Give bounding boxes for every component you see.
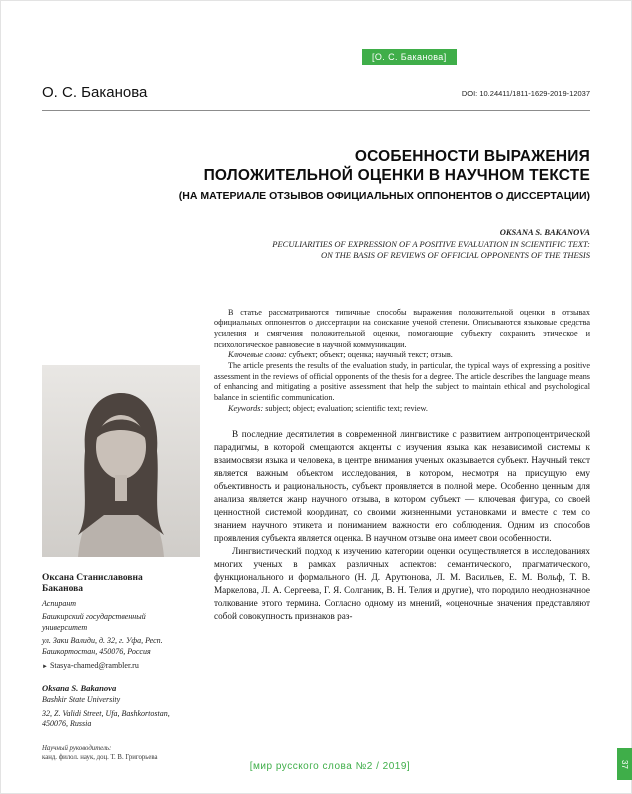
content-columns [42, 308, 590, 762]
article-title-ru [42, 147, 590, 185]
article-subtitle-ru: (НА МАТЕРИАЛЕ ОТЗЫВОВ ОФИЦИАЛЬНЫХ ОППОНЕНТОВ О ДИССЕРТАЦИИ) [178, 190, 590, 202]
title-ru-line1: ОСОБЕННОСТИ ВЫРАЖЕНИЯ [354, 148, 590, 165]
author-name-ru: Оксана Станиславовна Баканова [42, 572, 143, 594]
scientific-advisor [42, 744, 182, 762]
author-name-en: Oksana S. Bakanova [42, 682, 117, 693]
advisor-label: Научный руководитель: [42, 744, 112, 752]
page-number-tab [617, 748, 632, 780]
keywords-en-label: Keywords: [228, 403, 264, 413]
abstract-ru: В статье рассматриваются типичные способы выражения положительной оценки в отзывах официальных оппонентов о диссертации на соискание ученой степени. Описываются языковые средства усиления и смягчения положительной оценки, помогающие субъекту сохранить этическое и психологическое равновесие в научной коммуникации. [214, 307, 590, 349]
page-number: 37 [620, 759, 629, 769]
article-body [214, 428, 590, 623]
author-info [42, 573, 200, 762]
header-author-name: О. С. Баканова [42, 84, 148, 101]
email-arrow-icon: ► [42, 664, 48, 670]
title-en-line1: PECULIARITIES OF EXPRESSION OF A POSITIVE EVALUATION IN SCIENTIFIC TEXT: [272, 238, 590, 249]
author-position: Аспирант [42, 598, 77, 608]
abstract-en: The article presents the results of the evaluation study, in particular, the typical ways of expressing a positive assessment in the reviews of official opponents of the thesis for a degree. The article describes the language means of enhancing and mitigating a positive assessment that help the subject to maintain ethical and psychological balance in scientific communication. [214, 361, 590, 403]
author-email: Stasya-chamed@rambler.ru [49, 661, 139, 670]
keywords-ru: субъект; объект; оценка; научный текст; отзыв. [288, 350, 453, 360]
title-en-author: OKSANA S. BAKANOVA [499, 227, 590, 237]
article-title-block [42, 147, 590, 262]
keywords-ru-label: Ключевые слова: [228, 350, 287, 360]
title-en-line2: ON THE BASIS OF REVIEWS OF OFFICIAL OPPONENTS OF THE THESIS [321, 250, 590, 260]
author-address-ru: ул. Заки Валиди, д. 32, г. Уфа, Респ. Башкортостан, 450076, Россия [42, 636, 163, 656]
article-main-column [214, 308, 590, 762]
keywords-ru-line [214, 350, 590, 361]
author-affiliation-en: Bashkir State University [42, 695, 121, 704]
author-email-row [42, 661, 200, 673]
author-photo [42, 365, 200, 557]
journal-footer [0, 761, 632, 772]
keywords-en-line [214, 404, 590, 415]
running-head-text: [О. С. Баканова] [372, 52, 447, 62]
journal-footer-text: [мир русского слова №2 / 2019] [249, 761, 411, 772]
author-sidebar [42, 308, 200, 762]
body-paragraph-1: В последние десятилетия в современной лингвистике с развитием антропоцентрической парадигмы, в которой смещаются акценты с изучения языка как независимой системы к взаимосвязи языка и человека, в центре внимания ученых оказывается субъект. Научный текст является важным объектом исследования, в котором, несмотря на присущую ему объективность и рациональность, субъект проявляется в полной мере. Особенно ценным для анализа является жанр научного отзыва, в котором субъект — ключевая фигура, со своей ценностной системой координат, со своими жизненными установками и вместе с тем со знанием научного этикета и пониманием важности его соблюдения. Одним из способов проявления субъекта является оценка. В научном отзыве она имеет свои особенности. [214, 428, 590, 543]
title-ru-line2: ПОЛОЖИТЕЛЬНОЙ ОЦЕНКИ В НАУЧНОМ ТЕКСТЕ [203, 167, 590, 184]
advisor-name: канд. филол. наук, доц. Т. В. Григорьева [42, 753, 158, 761]
author-address-en: 32, Z. Validi Street, Ufa, Bashkortostan, 450076, Russia [42, 708, 170, 728]
running-head-tag [362, 49, 457, 65]
header-divider [42, 110, 590, 111]
doi-text: DOI: 10.24411/1811-1629-2019-12037 [461, 89, 590, 98]
body-paragraph-2: Лингвистический подход к изучению категории оценки осуществляется в исследованиях многих ученых в рамках различных аспектов: семантического, прагматического, функционального и формального (Н. Д. Арутюнова, Л. М. Васильев, Е. М. Вольф, Т. В. Маркелова, Л. А. Сергеева, Г. Я. Солганик, В. Н. Телия и другие), что породило неоднозначное толкование этого термина. Согласно одному из мнений, «оценочные значения представляют собой совокупность признаков раз- [214, 545, 590, 621]
keywords-en: subject; object; evaluation; scientific text; review. [265, 403, 428, 413]
author-affiliation-ru: Башкирский государственный университет [42, 612, 146, 632]
abstract-block [214, 308, 590, 415]
article-title-en [42, 227, 590, 262]
page-header [42, 84, 590, 101]
